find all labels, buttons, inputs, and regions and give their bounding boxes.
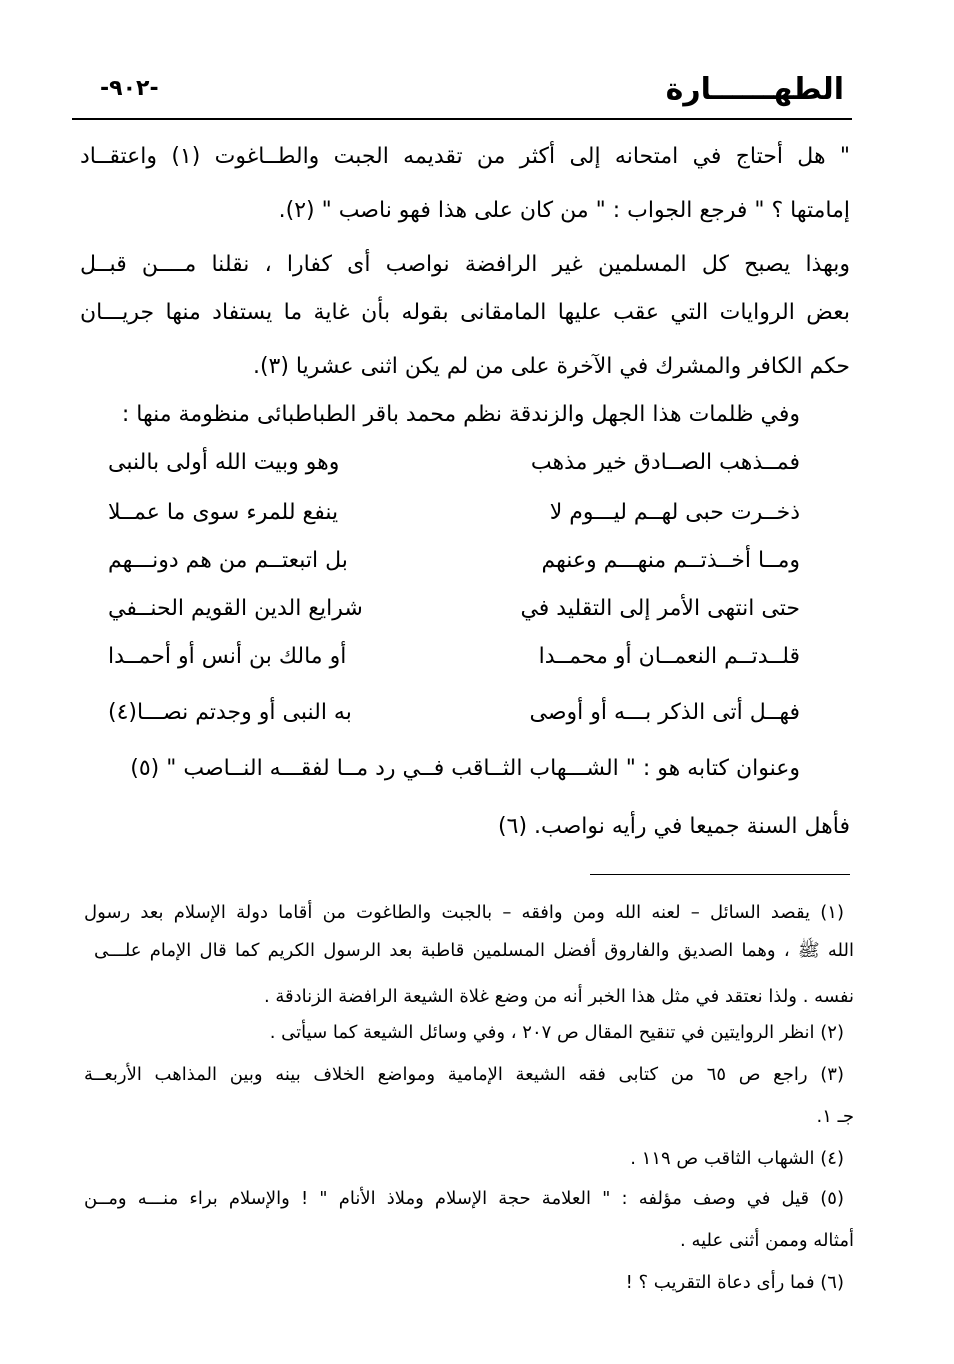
body-line: بعض الروايات التي عقب عليها المامقانى بقوله بأن غاية ما يستفاد منها جريـــان <box>80 300 850 325</box>
header-divider <box>72 118 852 120</box>
footnote-line: (٢) انظر الروايتين في تنقيح المقال ص ٢٠٧ ، وفي وسائل الشيعة كما سيأتى . <box>269 1022 844 1043</box>
verse-first-hemistich: قلــدتــم النعمــان أو محمــدا <box>538 644 800 669</box>
body-line: حكم الكافر والمشرك في الآخرة على من لم يكن اثنى عشريا (٣). <box>252 354 850 379</box>
verse-second-hemistich: أو مالك بن أنس أو أحمــدا <box>108 644 347 669</box>
footnote-line: (١) يقصد السائل – لعنه الله ومن وافقه – بالجبت والطاغوت من أقاما دولة الإسلام بعد رسول <box>84 902 844 923</box>
verse-second-hemistich: وهو وبيت الله أولى بالنبى <box>108 450 340 475</box>
footnote-line: (٦) فما رأى دعاة التقريب ؟ ! <box>625 1272 844 1293</box>
verse-first-hemistich: حتى انتهى الأمر إلى التقليد في <box>520 596 800 621</box>
page-number: -٩٠٢- <box>100 76 159 101</box>
verse-second-hemistich: بل اتبعتــم من هم دونـــهم <box>108 548 348 573</box>
verse-first-hemistich: فهــل أتى الذكر بـــه أو أوصى <box>529 700 800 725</box>
body-line: وبهذا يصبح كل المسلمين غير الرافضة نواصب أى كفارا ، نقلنا مــــن قبــل <box>80 252 850 277</box>
footnote-line: (٤) الشهاب الثاقب ص ١١٩ . <box>630 1148 844 1169</box>
body-line: إمامتها ؟ " فرجع الجواب : " من كان على هذا فهو ناصب " (٢). <box>278 198 850 223</box>
footnote-line: الله ﷺ ، وهما الصديق والفاروق أفضل المسلمين قاطبة بعد الرسول الكريم كما قال الإمام علـــى <box>94 940 854 961</box>
verse-second-hemistich: شرايع الدين القويم الحنــفي <box>108 596 363 621</box>
body-line: " هل أحتاج في امتحانه إلى أكثر من تقديمه الجبت والطــاغوت (١) واعتقــاد <box>80 144 850 169</box>
running-header-title: الطهــــــارة <box>665 72 844 107</box>
body-line: وعنوان كتابه هو : " الشـــهاب الثــاقب فــي رد مــا لفقـــه النــاصب " (٥) <box>130 756 800 781</box>
footnote-line: أمثاله وممن أثنى عليه . <box>680 1230 854 1251</box>
verse-second-hemistich: ينفع للمرء سوى ما عمــلا <box>108 500 339 525</box>
footnote-line: نفسه . ولذا نعتقد في مثل هذا الخبر أنه من وضع غلاة الشيعة الرافضة الزنادقة . <box>263 986 854 1007</box>
verse-first-hemistich: فمــذهب الصــادق خير مذهب <box>530 450 800 475</box>
body-line: فأهل السنة جميعا في رأيه نواصب. (٦) <box>498 814 850 839</box>
footnote-line: (٣) راجع ص ٦٥ من كتابى فقه الشيعة الإمامية ومواضع الخلاف بينه وبين المذاهب الأربعــة <box>84 1064 844 1085</box>
body-line: وفي ظلمات هذا الجهل والزندقة نظم محمد باقر الطباطبائى منظومة منها : <box>121 402 800 427</box>
footnote-divider <box>590 874 850 875</box>
footnote-line: جـ ١. <box>816 1106 854 1127</box>
verse-second-hemistich: به النبى أو وجدتم نصـــا(٤) <box>108 700 352 725</box>
footnote-line: (٥) قيل في وصف مؤلفه : " العلامة حجة الإسلام وملاذ الأنام " ! والإسلام براء منـــه ومــن <box>84 1188 844 1209</box>
verse-first-hemistich: ومــا أخــذتــم منهـــم وعنهم <box>541 548 800 573</box>
verse-first-hemistich: ذخــرت حبى لهــم ليـــوم لا <box>549 500 800 525</box>
